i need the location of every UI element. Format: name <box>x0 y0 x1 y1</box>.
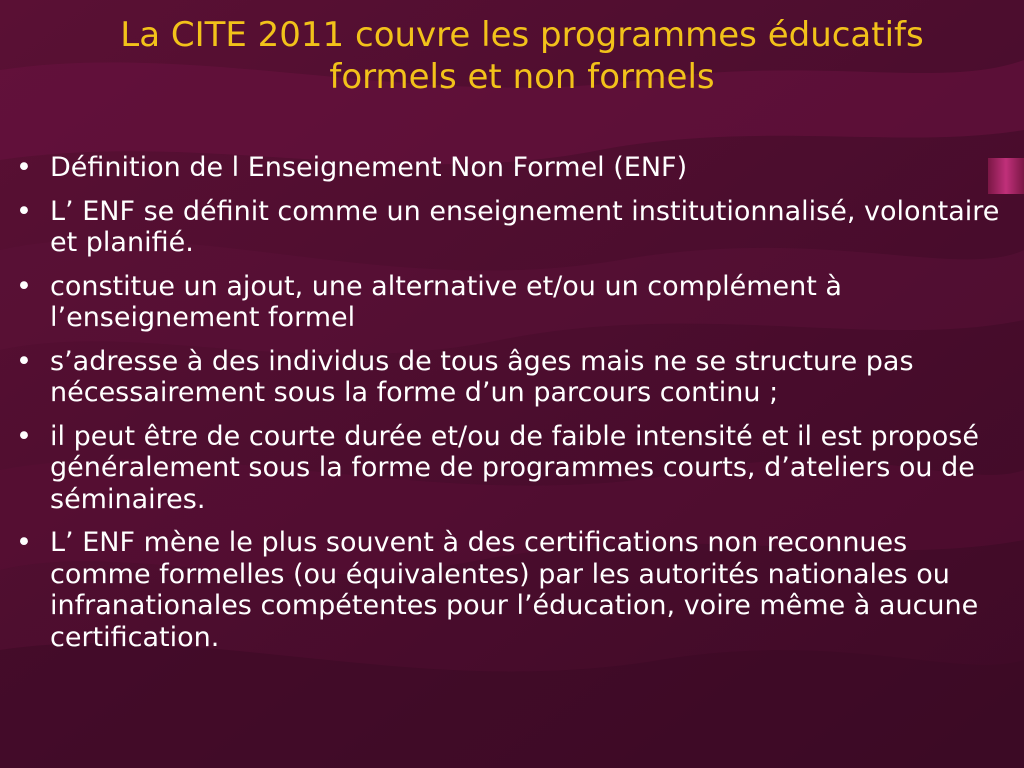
bullet-text: il peut être de courte durée et/ou de faible intensité et il est proposé généralement sous la forme de programmes courts, d’ateliers ou de séminaires. <box>50 420 979 515</box>
bullet-item-duration <box>14 421 1012 516</box>
bullet-marker: • <box>16 527 32 558</box>
bullet-text: Définition de l Enseignement Non Formel (ENF) <box>50 152 688 183</box>
bullet-marker: • <box>16 270 32 302</box>
bullet-marker: • <box>16 195 32 227</box>
bullet-text: s’adresse à des individus de tous âges mais ne se structure pas nécessairement sous la forme d’un parcours continu ; <box>50 345 914 408</box>
bullet-marker: • <box>16 345 32 377</box>
bullet-text: L’ ENF mène le plus souvent à des certifications non reconnues comme formelles (ou équivalentes) par les autorités nationales ou infranationales compétentes pour l’éducation, voire même à aucune certification. <box>50 527 979 653</box>
bullet-item-audience <box>14 346 1012 409</box>
bullet-item-enf-definition <box>14 196 1012 259</box>
slide-title-line-2: formels et non formels <box>329 57 715 97</box>
bullet-item-definition <box>14 152 1012 184</box>
slide-title <box>40 14 1004 98</box>
slide-title-line-1: La CITE 2011 couvre les programmes éducatifs <box>120 15 924 55</box>
bullet-text: constitue un ajout, une alternative et/ou un complément à l’enseignement formel <box>50 270 842 333</box>
bullet-marker: • <box>16 420 32 452</box>
bullet-text: L’ ENF se définit comme un enseignement institutionnalisé, volontaire et planifié. <box>50 195 1000 258</box>
bullet-item-complement <box>14 271 1012 334</box>
bullet-item-certification <box>14 527 1012 653</box>
bullet-list <box>14 152 1012 665</box>
bullet-marker: • <box>16 152 32 183</box>
